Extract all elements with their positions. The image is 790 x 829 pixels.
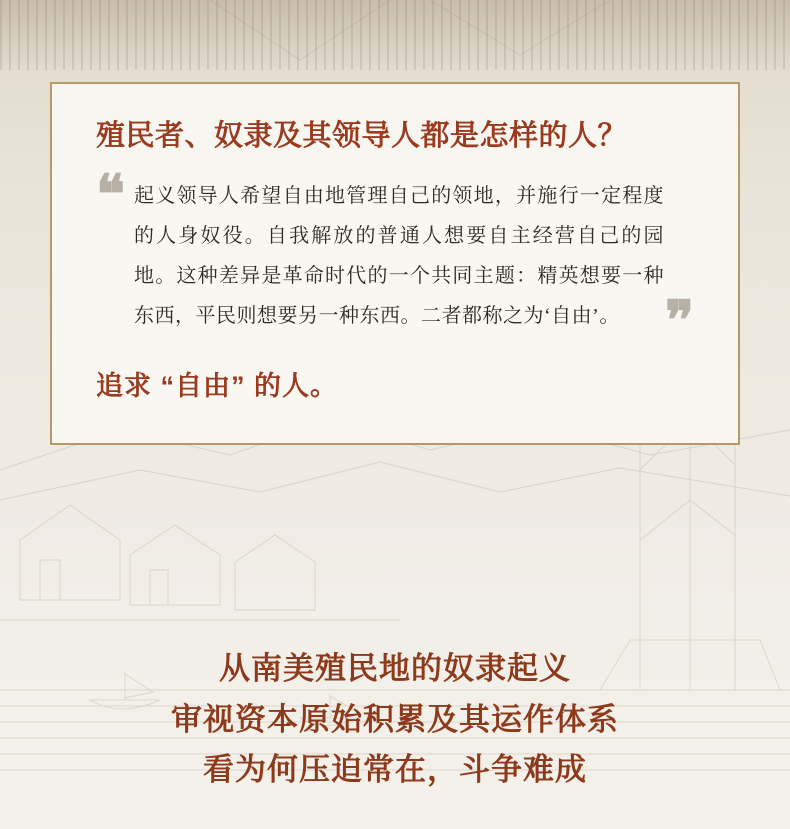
- headline-line-1: 从南美殖民地的奴隶起义: [219, 651, 571, 687]
- page-title: 殖民者、奴隶及其领导人都是怎样的人？: [96, 120, 628, 152]
- headline-line-3: 看为何压迫常在，斗争难成: [203, 751, 587, 787]
- quote-footer-line: 追求 “自由” 的人。: [96, 370, 339, 401]
- quote-open-icon: ❝: [96, 164, 126, 225]
- headline-line-2: 审视资本原始积累及其运作体系: [171, 701, 619, 737]
- quote-text: 起义领导人希望自由地管理自己的领地，并施行一定程度的人身奴役。自我解放的普通人想要自主经营自己的园地。这种差异是革命时代的一个共同主题：精英想要一种东西，平民则想要另一种东西。二者都称之为‘自由’。: [134, 184, 664, 327]
- quote-block: [96, 164, 694, 351]
- bottom-headline: [0, 644, 790, 795]
- quote-card: [50, 82, 740, 445]
- top-texture-band: [0, 0, 790, 70]
- quote-close-icon: ❞: [664, 290, 694, 351]
